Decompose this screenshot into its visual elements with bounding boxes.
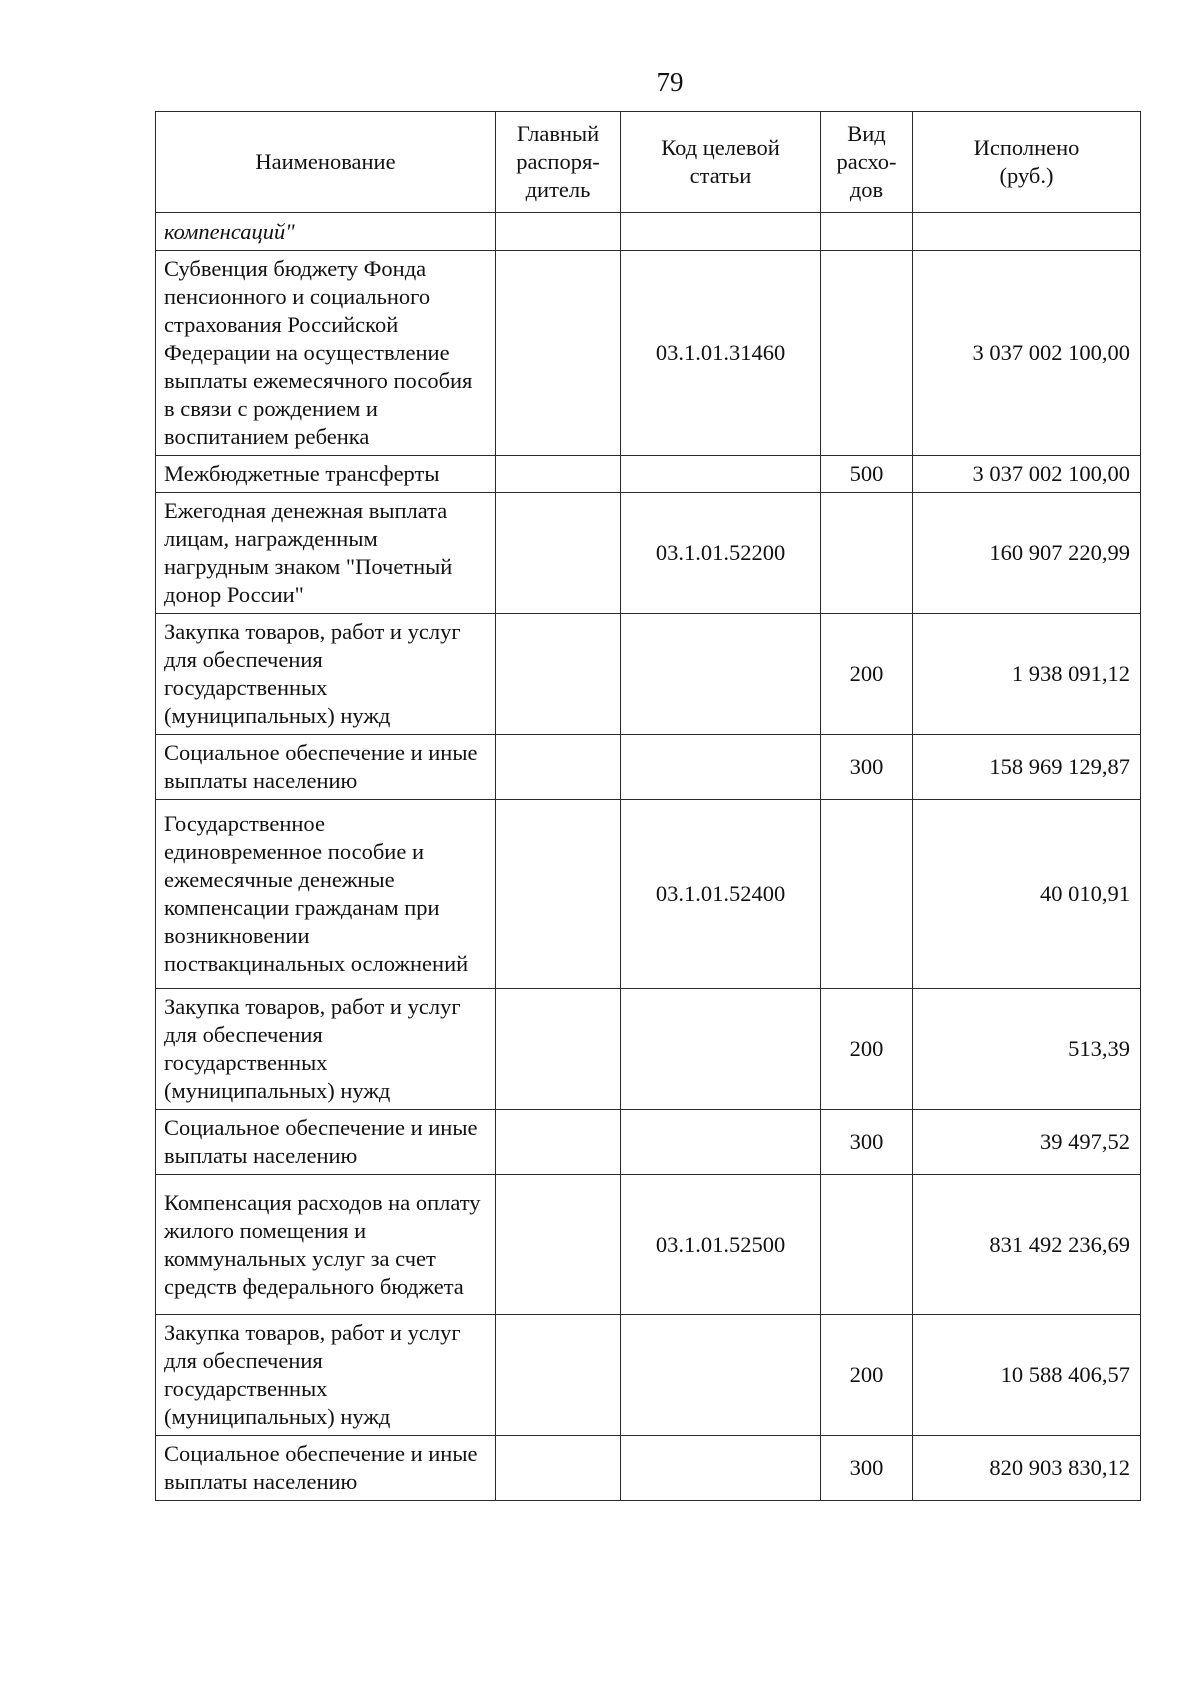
header-executed-label: Исполнено (руб.) xyxy=(973,135,1080,188)
cell-code xyxy=(621,1315,821,1436)
cell-name: Субвенция бюджету Фонда пенсионного и социального страхования Российской Федерации на осуществление выплаты ежемесячного пособия в связи с рождением и воспитанием ребенка xyxy=(156,251,496,456)
cell-manager xyxy=(496,1110,621,1175)
cell-code: 03.1.01.31460 xyxy=(621,251,821,456)
table-row xyxy=(156,251,1141,456)
page-number: 79 xyxy=(656,67,684,97)
cell-executed: 820 903 830,12 xyxy=(913,1436,1141,1501)
cell-type: 500 xyxy=(821,456,913,493)
cell-type: 200 xyxy=(821,614,913,735)
header-manager xyxy=(496,112,621,213)
cell-code xyxy=(621,213,821,251)
cell-code: 03.1.01.52200 xyxy=(621,493,821,614)
cell-name: Ежегодная денежная выплата лицам, награжденным нагрудным знаком "Почетный донор России" xyxy=(156,493,496,614)
cell-code xyxy=(621,989,821,1110)
header-name-label: Наименование xyxy=(255,149,396,174)
cell-name: Компенсация расходов на оплату жилого помещения и коммунальных услуг за счет средств федерального бюджета xyxy=(156,1175,496,1315)
cell-code: 03.1.01.52500 xyxy=(621,1175,821,1315)
cell-manager xyxy=(496,1175,621,1315)
cell-manager xyxy=(496,1436,621,1501)
table-row xyxy=(156,213,1141,251)
cell-manager xyxy=(496,456,621,493)
table-row xyxy=(156,614,1141,735)
cell-executed: 3 037 002 100,00 xyxy=(913,456,1141,493)
cell-executed: 513,39 xyxy=(913,989,1141,1110)
cell-manager xyxy=(496,213,621,251)
expenditure-table xyxy=(155,111,1141,1501)
cell-manager xyxy=(496,1315,621,1436)
cell-type: 300 xyxy=(821,735,913,800)
cell-executed: 160 907 220,99 xyxy=(913,493,1141,614)
cell-manager xyxy=(496,493,621,614)
cell-manager xyxy=(496,735,621,800)
table-row xyxy=(156,1175,1141,1315)
cell-name: Закупка товаров, работ и услуг для обеспечения государственных (муниципальных) нужд xyxy=(156,614,496,735)
header-row xyxy=(156,112,1141,213)
cell-type xyxy=(821,800,913,989)
header-type xyxy=(821,112,913,213)
header-type-label: Вид расхо- дов xyxy=(836,121,897,202)
table-row xyxy=(156,800,1141,989)
cell-name: Социальное обеспечение и иные выплаты населению xyxy=(156,735,496,800)
cell-type xyxy=(821,493,913,614)
table-row xyxy=(156,493,1141,614)
cell-code xyxy=(621,735,821,800)
cell-name: Закупка товаров, работ и услуг для обеспечения государственных (муниципальных) нужд xyxy=(156,1315,496,1436)
cell-name: Закупка товаров, работ и услуг для обеспечения государственных (муниципальных) нужд xyxy=(156,989,496,1110)
cell-executed: 158 969 129,87 xyxy=(913,735,1141,800)
table-header xyxy=(156,112,1141,213)
table-row xyxy=(156,735,1141,800)
header-name xyxy=(156,112,496,213)
cell-executed: 40 010,91 xyxy=(913,800,1141,989)
cell-manager xyxy=(496,251,621,456)
cell-manager xyxy=(496,989,621,1110)
cell-name: Социальное обеспечение и иные выплаты населению xyxy=(156,1110,496,1175)
cell-executed: 831 492 236,69 xyxy=(913,1175,1141,1315)
cell-manager xyxy=(496,614,621,735)
cell-executed xyxy=(913,213,1141,251)
cell-manager xyxy=(496,800,621,989)
cell-name: компенсаций" xyxy=(156,213,496,251)
cell-type: 300 xyxy=(821,1110,913,1175)
header-executed xyxy=(913,112,1141,213)
cell-executed: 1 938 091,12 xyxy=(913,614,1141,735)
cell-code: 03.1.01.52400 xyxy=(621,800,821,989)
cell-type: 200 xyxy=(821,989,913,1110)
table-row xyxy=(156,456,1141,493)
cell-executed: 10 588 406,57 xyxy=(913,1315,1141,1436)
table-row xyxy=(156,989,1141,1110)
header-code-label: Код целевой статьи xyxy=(661,135,780,188)
header-code xyxy=(621,112,821,213)
table-row xyxy=(156,1315,1141,1436)
cell-type xyxy=(821,213,913,251)
cell-executed: 39 497,52 xyxy=(913,1110,1141,1175)
table-row xyxy=(156,1436,1141,1501)
cell-name: Социальное обеспечение и иные выплаты населению xyxy=(156,1436,496,1501)
cell-code xyxy=(621,1436,821,1501)
cell-name: Межбюджетные трансферты xyxy=(156,456,496,493)
header-manager-label: Главный распоря- дитель xyxy=(516,121,600,202)
cell-code xyxy=(621,456,821,493)
cell-type: 200 xyxy=(821,1315,913,1436)
table-row xyxy=(156,1110,1141,1175)
cell-type xyxy=(821,1175,913,1315)
cell-type xyxy=(821,251,913,456)
table-body xyxy=(156,213,1141,1501)
cell-code xyxy=(621,614,821,735)
cell-executed: 3 037 002 100,00 xyxy=(913,251,1141,456)
cell-code xyxy=(621,1110,821,1175)
cell-name: Государственное единовременное пособие и ежемесячные денежные компенсации гражданам при возникновении поствакцинальных осложнений xyxy=(156,800,496,989)
cell-type: 300 xyxy=(821,1436,913,1501)
